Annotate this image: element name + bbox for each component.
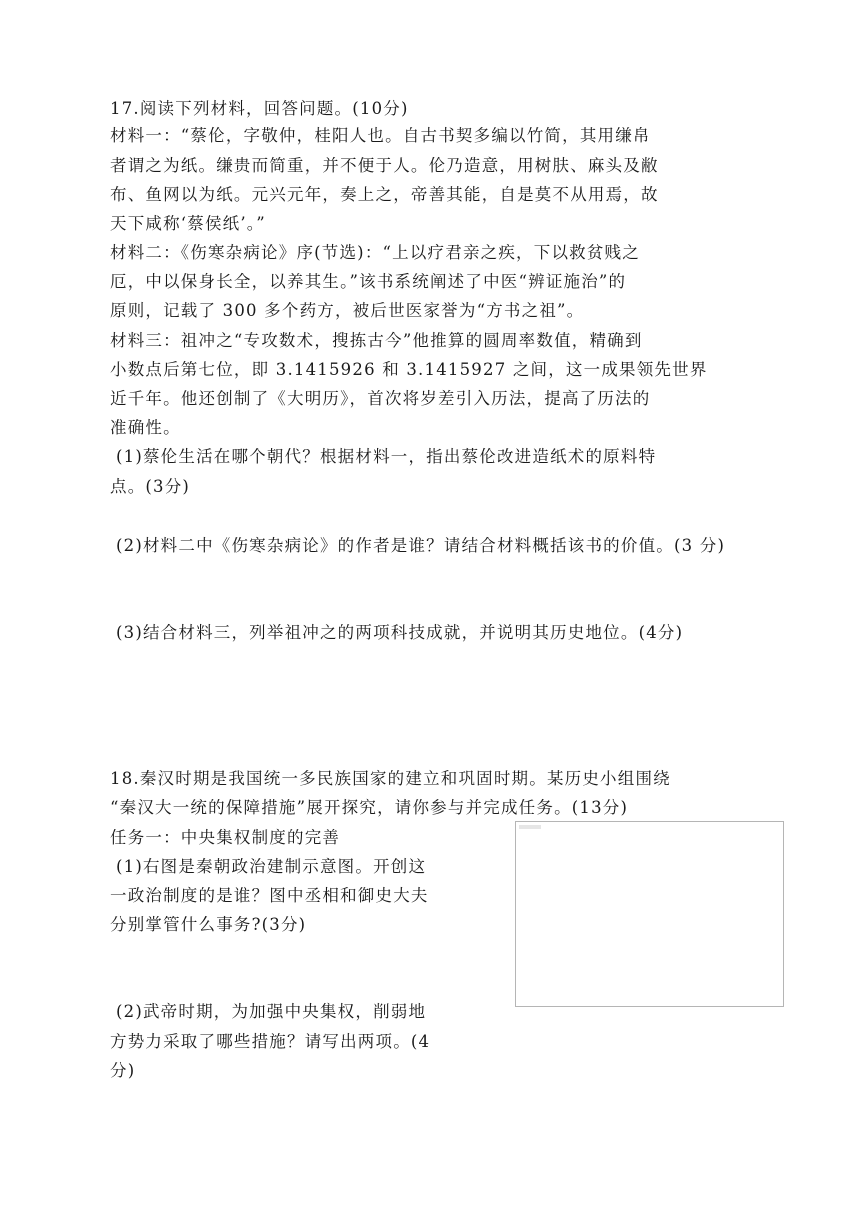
material1-line3: 布、鱼网以为纸。元兴元年，奏上之，帝善其能，自是莫不从用焉，故 (110, 185, 659, 204)
material1-line4: 天下咸称‘蔡侯纸’。” (110, 214, 266, 233)
material3-line3: 近千年。他还创制了《大明历》，首次将岁差引入历法，提高了历法的 (110, 389, 651, 408)
material1-line1: 材料一：“蔡伦，字敬仲，桂阳人也。自古书契多编以竹简，其用缣帛 (110, 126, 651, 145)
q18-intro-line1: 18.秦汉时期是我国统一多民族国家的建立和巩固时期。某历史小组围绕 (110, 769, 671, 788)
material1-line2: 者谓之为纸。缣贵而简重，并不便于人。伦乃造意，用树肤、麻头及敝 (110, 156, 659, 175)
material3-line4: 准确性。 (110, 418, 181, 437)
q18-sub2-line2: 方势力采取了哪些措施？请写出两项。(4 (110, 1032, 431, 1051)
q17-sub1-line1: (1)蔡伦生活在哪个朝代？根据材料一，指出蔡伦改进造纸术的原料特 (116, 447, 657, 466)
q17-title: 17.阅读下列材料，回答问题。(10分) (110, 99, 409, 118)
material3-line1: 材料三：祖冲之“专攻数术，搜拣古今”他推算的圆周率数值，精确到 (110, 331, 643, 350)
material2-line1: 材料二：《伤寒杂病论》序(节选)：“上以疗君亲之疾，下以救贫贱之 (110, 243, 640, 262)
q17-sub1-line2: 点。(3分) (110, 477, 191, 496)
q18-sub2-line3: 分) (110, 1061, 136, 1080)
q18-sub1-line1: (1)右图是秦朝政治建制示意图。开创这 (116, 857, 427, 876)
image-placeholder-mark (519, 825, 541, 829)
material2-line2: 厄，中以保身长全，以养其生。”该书系统阐述了中医“辨证施治”的 (110, 272, 627, 291)
material2-line3: 原则，记载了 300 多个药方，被后世医家誉为“方书之祖”。 (110, 301, 585, 320)
q18-sub2-line1: (2)武帝时期，为加强中央集权，削弱地 (116, 1002, 427, 1021)
q18-sub1-line3: 分别掌管什么事务?(3分) (110, 915, 307, 934)
material3-line2: 小数点后第七位，即 3.1415926 和 3.1415927 之间，这一成果领先世界 (110, 360, 708, 379)
q18-sub1-line2: 一政治制度的是谁？图中丞相和御史大夫 (110, 886, 429, 905)
qin-political-structure-image (515, 821, 784, 1007)
q18-intro-line2: “秦汉大一统的保障措施”展开探究，请你参与并完成任务。(13分) (110, 798, 629, 817)
q17-sub3: (3)结合材料三，列举祖冲之的两项科技成就，并说明其历史地位。(4分) (116, 623, 684, 642)
q17-sub2: (2)材料二中《伤寒杂病论》的作者是谁？请结合材料概括该书的价值。(3 分) (116, 536, 726, 555)
q18-task1-heading: 任务一：中央集权制度的完善 (110, 828, 341, 847)
